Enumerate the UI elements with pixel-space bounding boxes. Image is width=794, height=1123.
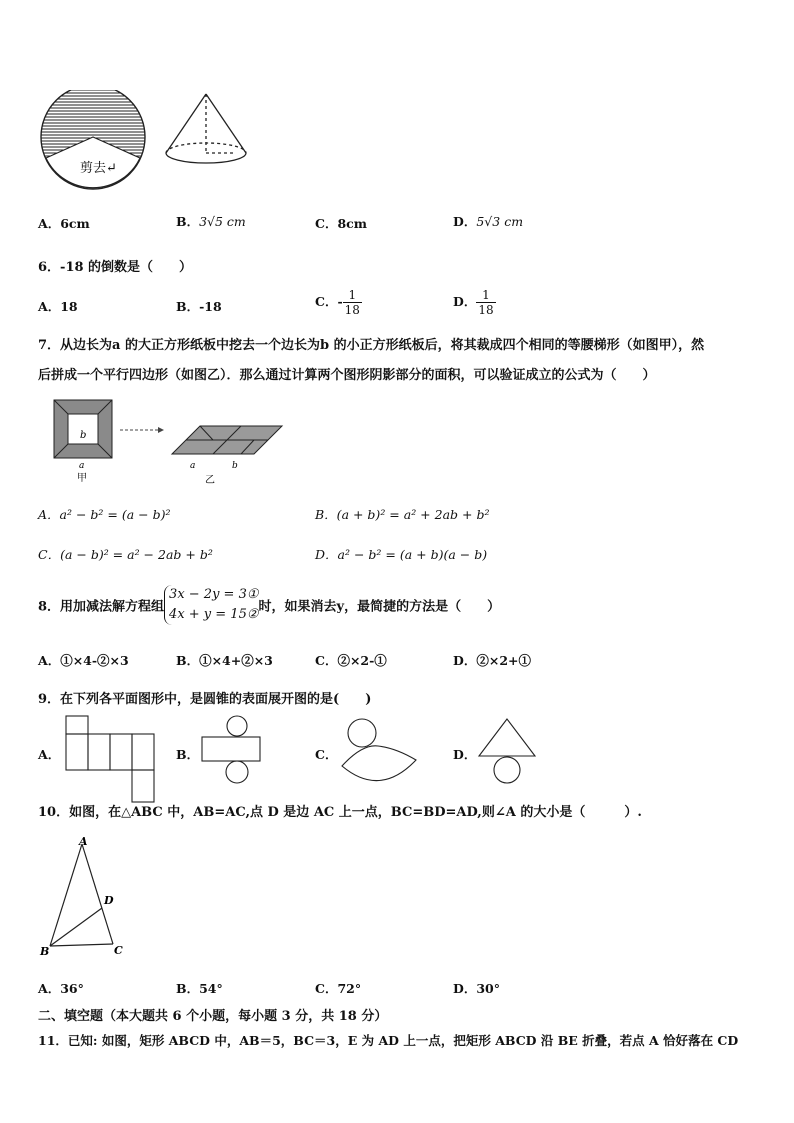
q7-label-b: b xyxy=(80,430,87,441)
q7-label-a2: a xyxy=(190,461,196,471)
q9-option-c-figure xyxy=(338,716,420,788)
q6-option-d-fraction: $\frac{1}{18}$ xyxy=(478,288,494,317)
q5-option-b[interactable]: B．3√5 cm xyxy=(176,214,246,229)
q7-option-b[interactable]: B．(a + b)² = a² + 2ab + b² xyxy=(315,507,490,522)
q7-stem-line2: 后拼成一个平行四边形（如图乙）．那么通过计算两个图形阴影部分的面积，可以验证成立的公式为（ ） xyxy=(38,368,656,383)
q6-option-c[interactable]: C．- $\frac{1}{18}$ xyxy=(315,288,360,317)
figure-cone-circle xyxy=(38,90,263,195)
hatched-circle xyxy=(38,90,158,195)
q6-option-d[interactable]: D． $\frac{1}{18}$ xyxy=(453,288,494,317)
q9-option-d[interactable]: D． xyxy=(453,747,477,762)
cone xyxy=(166,94,246,163)
q7-option-c[interactable]: C．(a − b)² = a² − 2ab + b² xyxy=(38,547,213,562)
q5-option-d-expr: 5√3 cm xyxy=(476,214,524,229)
q10-triangle-figure xyxy=(36,834,132,960)
q6-option-c-fraction: $\frac{1}{18}$ xyxy=(344,288,360,317)
q10-label-d: D xyxy=(104,894,114,907)
q10-stem: 10．如图，在△ABC 中，AB=AC,点 D 是边 AC 上一点，BC=BD=AD,则∠A 的大小是（ ）. xyxy=(38,805,642,820)
q9-option-a[interactable]: A． xyxy=(38,747,61,762)
q10-option-b[interactable]: B．54° xyxy=(176,981,223,996)
q9-stem: 9．在下列各平面图形中，是圆锥的表面展开图的是( ) xyxy=(38,692,372,707)
q7-stem-line1: 7．从边长为a 的大正方形纸板中挖去一个边长为b 的小正方形纸板后，将其裁成四个相同的等腰梯形（如图甲），然 xyxy=(38,338,705,353)
q8-option-a[interactable]: A．①×4-②×3 xyxy=(38,653,129,668)
q8-option-c[interactable]: C．②×2-① xyxy=(315,653,387,668)
q10-label-a: A xyxy=(79,835,88,848)
q8-option-b[interactable]: B．①×4+②×3 xyxy=(176,653,273,668)
q5-option-d[interactable]: D．5√3 cm xyxy=(453,214,524,229)
q11-stem: 11．已知: 如图，矩形 ABCD 中，AB＝5，BC＝3，E 为 AD 上一点，把矩形 ABCD 沿 BE 折叠，若点 A 恰好落在 CD xyxy=(38,1033,739,1048)
q7-label-yi: 乙 xyxy=(205,475,215,486)
q8-stem: 8．用加减法解方程组 3x − 2y = 3① 4x + y = 15② 时，如果消去y，最简捷的方法是（ ） xyxy=(38,585,500,625)
q6-stem: 6．-18 的倒数是（ ） xyxy=(38,260,193,275)
q8-equation-system: 3x − 2y = 3① 4x + y = 15② xyxy=(164,585,258,625)
q10-option-c[interactable]: C．72° xyxy=(315,981,362,996)
q10-option-d[interactable]: D．30° xyxy=(453,981,500,996)
section2-title: 二、填空题（本大题共 6 个小题，每小题 3 分，共 18 分） xyxy=(38,1009,388,1024)
q6-option-b[interactable]: B．-18 xyxy=(176,299,222,314)
q10-label-c: C xyxy=(114,944,123,957)
parallelogram-yi xyxy=(172,426,282,486)
q5-option-c[interactable]: C．8cm xyxy=(315,216,367,231)
q10-label-b: B xyxy=(40,945,50,958)
q8-option-d[interactable]: D．②×2+① xyxy=(453,653,531,668)
q7-label-a1: a xyxy=(79,461,85,471)
square-frame-jia xyxy=(54,400,112,484)
q7-figure xyxy=(50,398,290,486)
q7-option-a[interactable]: A．a² − b² = (a − b)² xyxy=(38,507,171,522)
cut-label: 剪去↵ xyxy=(80,161,117,176)
q7-label-b2: b xyxy=(232,461,238,471)
q10-option-a[interactable]: A．36° xyxy=(38,981,84,996)
q5-option-b-expr: 3√5 cm xyxy=(199,214,246,229)
q5-option-a[interactable]: A．6cm xyxy=(38,216,90,231)
q9-option-b[interactable]: B． xyxy=(176,747,200,762)
q6-option-a[interactable]: A．18 xyxy=(38,299,78,314)
q9-option-a-figure xyxy=(62,714,158,806)
q7-option-d[interactable]: D．a² − b² = (a + b)(a − b) xyxy=(315,547,488,562)
q9-option-b-figure xyxy=(198,714,264,786)
q9-option-d-figure xyxy=(474,716,540,788)
q9-option-c[interactable]: C． xyxy=(315,747,338,762)
q7-label-jia: 甲 xyxy=(77,473,87,484)
